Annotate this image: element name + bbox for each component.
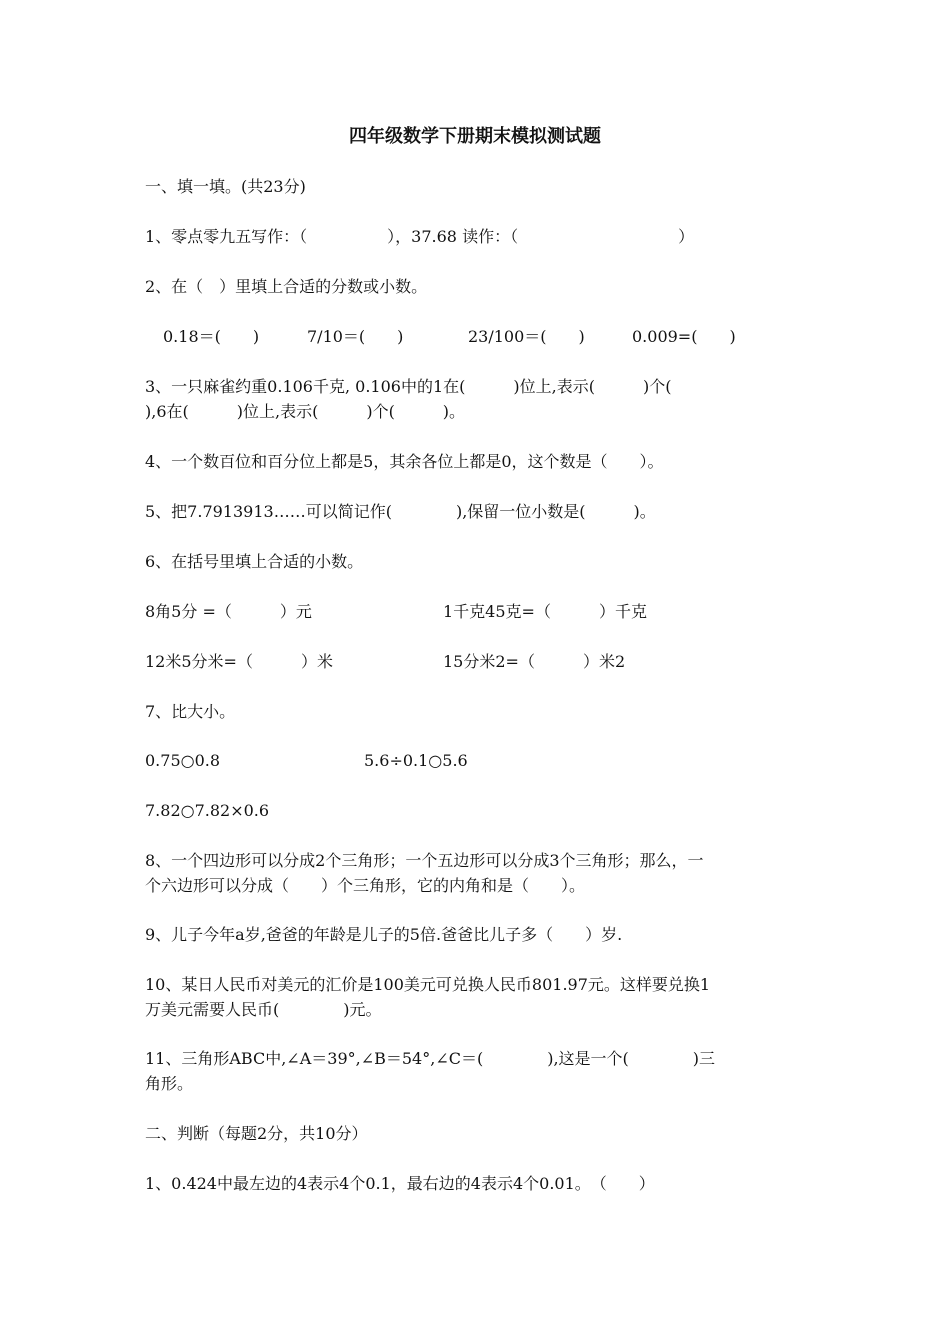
q7-item-3: 7.82○7.82×0.6: [145, 801, 270, 820]
question-1-2: 2、在（ ）里填上合适的分数或小数。: [145, 277, 428, 296]
question-1-8-line2: 个六边形可以分成（ ）个三角形，它的内角和是（ ）。: [145, 876, 586, 895]
q2-item-4: 0.009=( ): [632, 327, 736, 346]
q2-item-3: 23/100＝( ): [468, 327, 585, 346]
q6-item-4: 15分米2=（ ）米2: [443, 652, 626, 671]
question-1-1: 1、零点零九五写作：（ ），37.68 读作：（ ）: [145, 227, 695, 246]
question-1-11-line1: 11、三角形ABC中,∠A＝39°,∠B＝54°,∠C＝( ),这是一个( )三: [145, 1049, 716, 1068]
question-1-11-line2: 角形。: [145, 1074, 194, 1093]
page-title: 四年级数学下册期末模拟测试题: [349, 126, 601, 147]
question-1-3-line2: ),6在( )位上,表示( )个( )。: [145, 402, 466, 421]
section-two-heading: 二、判断（每题2分，共10分）: [145, 1124, 368, 1143]
question-1-10-line2: 万美元需要人民币( )元。: [145, 1000, 382, 1019]
question-1-4: 4、一个数百位和百分位上都是5，其余各位上都是0，这个数是（ ）。: [145, 452, 664, 471]
question-1-6: 6、在括号里填上合适的小数。: [145, 552, 364, 571]
q6-item-2: 1千克45克=（ ）千克: [443, 602, 647, 621]
q6-item-1: 8角5分 =（ ）元: [145, 602, 312, 621]
q7-item-2: 5.6÷0.1○5.6: [364, 751, 468, 770]
question-1-10-line1: 10、某日人民币对美元的汇价是100美元可兑换人民币801.97元。这样要兑换1: [145, 975, 711, 994]
question-1-5: 5、把7.7913913……可以简记作( ),保留一位小数是( )。: [145, 502, 656, 521]
q2-item-2: 7/10＝( ): [307, 327, 404, 346]
question-1-9: 9、儿子今年a岁,爸爸的年龄是儿子的5倍.爸爸比儿子多（ ）岁.: [145, 925, 623, 944]
q6-item-3: 12米5分米=（ ）米: [145, 652, 333, 671]
question-1-8-line1: 8、一个四边形可以分成2个三角形；一个五边形可以分成3个三角形；那么，一: [145, 851, 704, 870]
question-1-3-line1: 3、一只麻雀约重0.106千克, 0.106中的1在( )位上,表示( )个(: [145, 377, 672, 396]
question-1-7: 7、比大小。: [145, 702, 236, 721]
question-2-1: 1、0.424中最左边的4表示4个0.1，最右边的4表示4个0.01。 （ ）: [145, 1174, 655, 1193]
section-one-heading: 一、填一填。(共23分): [145, 177, 306, 196]
q2-item-1: 0.18＝( ): [163, 327, 260, 346]
q7-item-1: 0.75○0.8: [145, 751, 221, 770]
